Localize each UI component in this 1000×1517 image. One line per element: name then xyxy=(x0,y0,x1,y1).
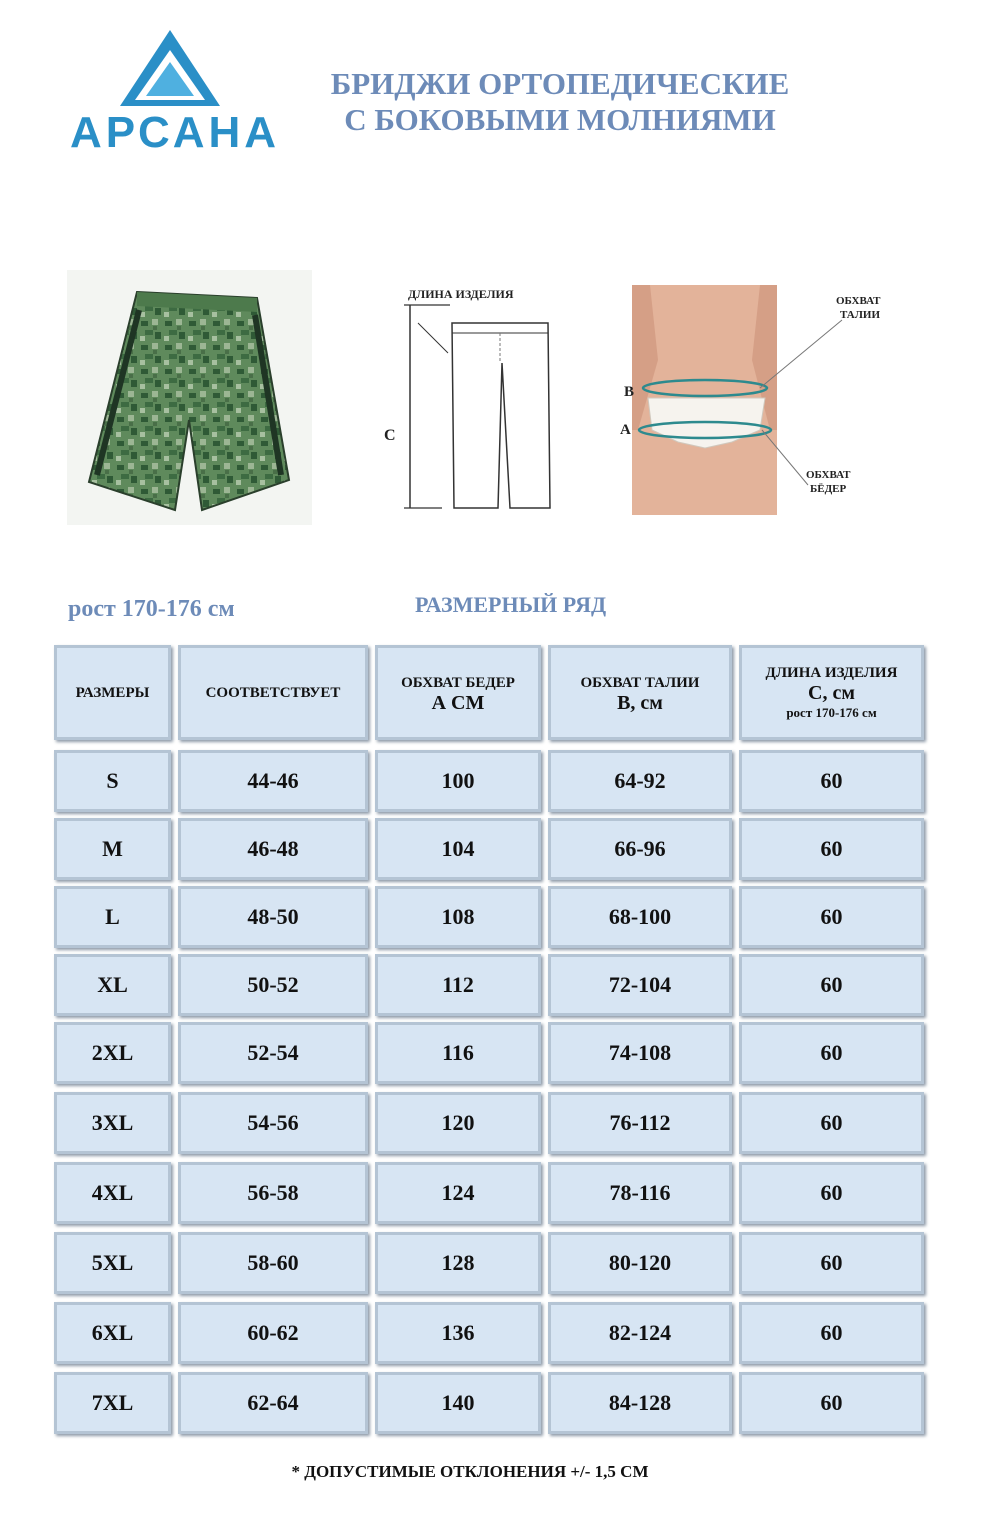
header-size-label: РАЗМЕРЫ xyxy=(75,684,150,701)
cell-size: 6XL xyxy=(54,1302,171,1364)
cell-waist: 72-104 xyxy=(548,954,732,1016)
cell-hips: 140 xyxy=(375,1372,541,1434)
camo-shorts-image xyxy=(67,270,312,525)
a-marker: А xyxy=(620,422,631,438)
b-marker: В xyxy=(624,384,635,400)
cell-length: 60 xyxy=(739,750,924,812)
cell-waist: 78-116 xyxy=(548,1162,732,1224)
cell-waist: 80-120 xyxy=(548,1232,732,1294)
title-line-2: С БОКОВЫМИ МОЛНИЯМИ xyxy=(344,102,776,137)
hip-label-1: ОБХВАТ xyxy=(806,469,851,481)
header-size xyxy=(54,645,171,740)
cell-matches: 44-46 xyxy=(178,750,368,812)
cell-hips: 124 xyxy=(375,1162,541,1224)
cell-size: 4XL xyxy=(54,1162,171,1224)
cell-hips: 116 xyxy=(375,1022,541,1084)
cell-matches: 58-60 xyxy=(178,1232,368,1294)
header-matches-label: СООТВЕТСТВУЕТ xyxy=(205,684,341,701)
waist-label-1: ОБХВАТ xyxy=(836,295,881,307)
cell-matches: 48-50 xyxy=(178,886,368,948)
cell-waist: 68-100 xyxy=(548,886,732,948)
cell-waist: 64-92 xyxy=(548,750,732,812)
header-waist-unit: В, см xyxy=(617,691,663,714)
cell-size: 2XL xyxy=(54,1022,171,1084)
header-length-unit: С, см xyxy=(808,681,855,704)
cell-waist: 74-108 xyxy=(548,1022,732,1084)
title-line-1: БРИДЖИ ОРТОПЕДИЧЕСКИЕ xyxy=(330,66,790,101)
torso-figure xyxy=(610,280,890,520)
cell-size: 7XL xyxy=(54,1372,171,1434)
length-label: ДЛИНА ИЗДЕЛИЯ xyxy=(408,287,514,301)
cell-matches: 50-52 xyxy=(178,954,368,1016)
header-hips-label: ОБХВАТ БЕДЕР xyxy=(401,674,515,691)
c-marker: С xyxy=(384,427,396,444)
cell-length: 60 xyxy=(739,818,924,880)
header-waist xyxy=(548,645,732,740)
header-hips-unit: А СМ xyxy=(431,691,485,714)
cell-matches: 62-64 xyxy=(178,1372,368,1434)
cell-size: L xyxy=(54,886,171,948)
cell-length: 60 xyxy=(739,886,924,948)
cell-length: 60 xyxy=(739,1232,924,1294)
cell-hips: 136 xyxy=(375,1302,541,1364)
cell-length: 60 xyxy=(739,1092,924,1154)
cell-size: M xyxy=(54,818,171,880)
header-length xyxy=(739,645,924,740)
cell-waist: 84-128 xyxy=(548,1372,732,1434)
cell-size: XL xyxy=(54,954,171,1016)
cell-size: 3XL xyxy=(54,1092,171,1154)
cell-matches: 46-48 xyxy=(178,818,368,880)
cell-length: 60 xyxy=(739,1022,924,1084)
cell-length: 60 xyxy=(739,954,924,1016)
cell-length: 60 xyxy=(739,1162,924,1224)
cell-hips: 120 xyxy=(375,1092,541,1154)
hip-label-2: БЁДЕР xyxy=(810,483,847,495)
product-photo xyxy=(67,270,312,525)
brand-name: АРСАНА xyxy=(70,108,281,157)
page-title xyxy=(300,66,820,138)
cell-hips: 100 xyxy=(375,750,541,812)
cell-matches: 60-62 xyxy=(178,1302,368,1364)
waist-label-2: ТАЛИИ xyxy=(840,309,881,321)
cell-hips: 108 xyxy=(375,886,541,948)
pants-outline-diagram xyxy=(370,283,570,513)
cell-matches: 54-56 xyxy=(178,1092,368,1154)
cell-matches: 56-58 xyxy=(178,1162,368,1224)
header-waist-label: ОБХВАТ ТАЛИИ xyxy=(580,674,700,691)
tolerance-footnote: * ДОПУСТИМЫЕ ОТКЛОНЕНИЯ +/- 1,5 СМ xyxy=(291,1462,649,1481)
size-series-heading: РАЗМЕРНЫЙ РЯД xyxy=(415,592,607,617)
cell-size: S xyxy=(54,750,171,812)
brand-logo xyxy=(70,28,281,163)
height-label: рост 170-176 см xyxy=(68,596,235,622)
cell-hips: 104 xyxy=(375,818,541,880)
header-length-label: ДЛИНА ИЗДЕЛИЯ xyxy=(765,664,898,681)
cell-matches: 52-54 xyxy=(178,1022,368,1084)
cell-length: 60 xyxy=(739,1372,924,1434)
cell-size: 5XL xyxy=(54,1232,171,1294)
cell-hips: 128 xyxy=(375,1232,541,1294)
cell-waist: 82-124 xyxy=(548,1302,732,1364)
header-length-note: рост 170-176 см xyxy=(786,704,877,720)
header-hips xyxy=(375,645,541,740)
cell-hips: 112 xyxy=(375,954,541,1016)
cell-waist: 76-112 xyxy=(548,1092,732,1154)
cell-length: 60 xyxy=(739,1302,924,1364)
pants-sketch xyxy=(370,283,570,513)
triangle-logo-icon xyxy=(70,28,270,108)
body-measure-illustration xyxy=(610,280,890,520)
cell-waist: 66-96 xyxy=(548,818,732,880)
header-matches xyxy=(178,645,368,740)
